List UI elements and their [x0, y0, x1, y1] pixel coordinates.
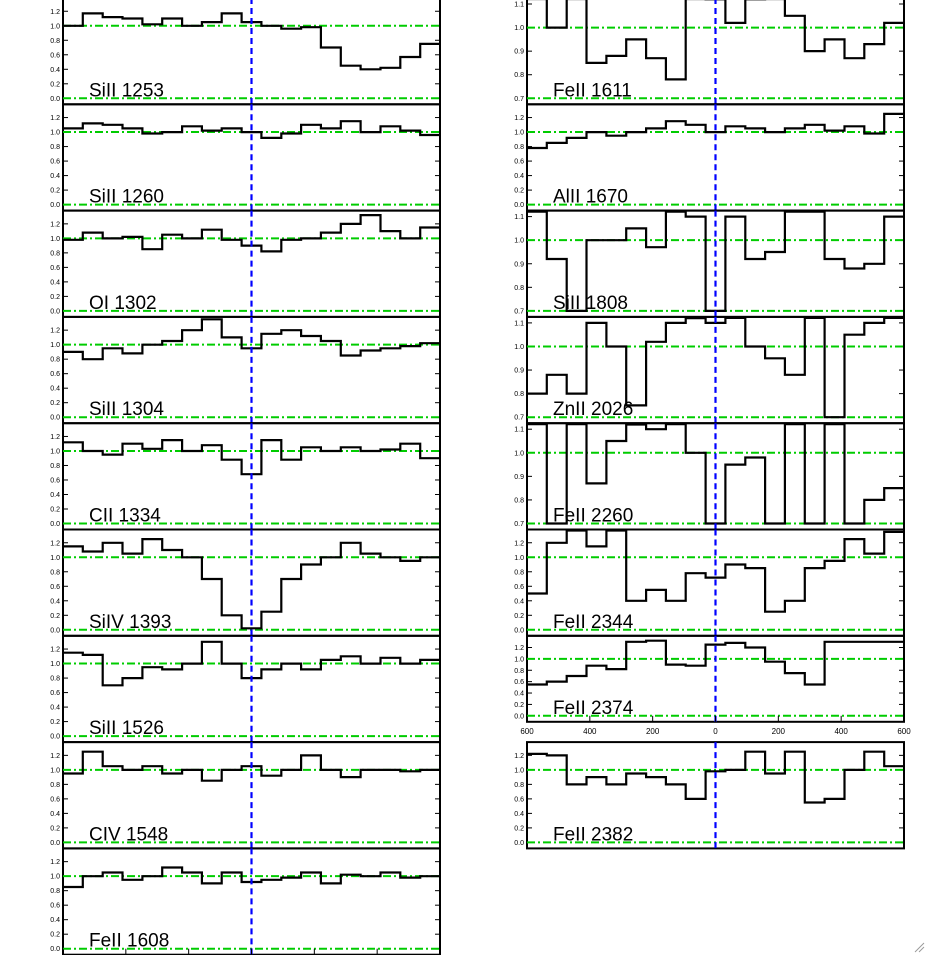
y-tick-label: 0.2: [514, 825, 524, 833]
y-tick-label: 0.0: [50, 839, 60, 847]
y-tick-label: 0.7: [514, 414, 524, 422]
x-tick-label: 400: [834, 726, 848, 736]
y-tick-label: 0.8: [50, 37, 60, 45]
y-tick-label: 1.2: [514, 644, 524, 652]
y-tick-label: 0.6: [50, 477, 60, 485]
y-tick-label: 0.0: [50, 308, 60, 316]
resize-handle-icon[interactable]: [913, 941, 925, 953]
y-tick-label: 1.2: [50, 646, 60, 654]
y-tick-label: 0.8: [514, 667, 524, 675]
y-tick-label: 0.2: [50, 81, 60, 89]
y-tick-label: 0.9: [514, 261, 524, 269]
y-tick-label: 1.0: [514, 237, 524, 245]
y-tick-label: 0.0: [514, 713, 524, 721]
spectrum-panel-siiv-1393: [50, 530, 440, 636]
ion-label: FeII 1608: [89, 930, 170, 952]
y-tick-label: 0.4: [50, 810, 60, 818]
x-tick-label: 0: [713, 726, 718, 736]
y-tick-label: 1.2: [50, 433, 60, 441]
y-tick-label: 0.4: [50, 598, 60, 606]
y-tick-label: 0.2: [514, 187, 524, 195]
y-tick-label: 0.6: [50, 264, 60, 272]
y-tick-label: 0.2: [50, 931, 60, 939]
ion-label: FeII 1611: [553, 80, 632, 102]
y-tick-label: 1.0: [514, 25, 524, 33]
x-tick-label: 200: [645, 726, 660, 736]
y-tick-label: 0.8: [50, 250, 60, 258]
y-tick-label: 0.2: [514, 701, 524, 709]
y-tick-label: 1.0: [50, 342, 60, 350]
y-tick-label: 0.6: [50, 902, 60, 910]
y-tick-label: 0.8: [514, 781, 524, 789]
y-tick-label: 0.4: [50, 704, 60, 712]
y-tick-label: 0.0: [50, 414, 60, 422]
y-tick-label: 1.0: [50, 873, 60, 881]
y-tick-label: 0.4: [50, 279, 60, 287]
y-tick-label: 0.8: [50, 888, 60, 896]
ion-label: SiII 1304: [89, 399, 164, 421]
y-tick-label: 0.8: [514, 391, 524, 399]
spectrum-panel-feii-2260: [514, 423, 904, 529]
x-tick-label: 400: [583, 726, 597, 736]
y-tick-label: 1.2: [514, 115, 524, 123]
ion-label: FeII 2344: [553, 611, 634, 633]
y-tick-label: 0.2: [50, 293, 60, 301]
y-tick-label: 1.0: [50, 129, 60, 137]
spectrum-panel-siii-1808: [514, 211, 904, 317]
ion-label: FeII 2374: [553, 697, 634, 719]
y-tick-label: 0.6: [50, 796, 60, 804]
y-tick-label: 0.8: [50, 675, 60, 683]
y-tick-label: 1.0: [514, 450, 524, 458]
y-tick-label: 0.0: [50, 627, 60, 635]
ion-label: FeII 2260: [553, 505, 634, 527]
y-tick-label: 0.2: [50, 612, 60, 620]
y-tick-label: 0.8: [514, 284, 524, 292]
y-tick-label: 0.6: [50, 158, 60, 166]
y-tick-label: 1.0: [50, 554, 60, 562]
ion-label: ZnII 2026: [553, 399, 634, 421]
ion-label: SiIV 1393: [89, 611, 172, 633]
y-tick-label: 0.4: [50, 66, 60, 74]
y-tick-label: 0.8: [514, 497, 524, 505]
y-tick-label: 0.0: [50, 95, 60, 103]
y-tick-label: 0.6: [514, 796, 524, 804]
y-tick-label: 0.0: [514, 202, 524, 210]
y-tick-label: 1.0: [50, 235, 60, 243]
y-tick-label: 0.4: [514, 598, 524, 606]
ion-label: OI 1302: [89, 292, 157, 314]
y-tick-label: 0.2: [50, 187, 60, 195]
y-tick-label: 0.6: [514, 679, 524, 687]
ion-label: FeII 2382: [553, 824, 634, 846]
y-tick-label: 1.2: [514, 752, 524, 760]
y-tick-label: 1.0: [514, 343, 524, 351]
y-tick-label: 0.8: [514, 144, 524, 152]
x-tick-label: 600: [897, 726, 911, 736]
x-tick-label: 600: [520, 726, 534, 736]
y-tick-label: 1.2: [50, 115, 60, 123]
y-tick-label: 0.2: [50, 400, 60, 408]
y-tick-label: 0.8: [514, 569, 524, 577]
y-tick-label: 1.0: [50, 661, 60, 669]
ion-label: AlII 1670: [553, 186, 628, 208]
y-tick-label: 1.2: [50, 8, 60, 16]
y-tick-label: 0.8: [514, 72, 524, 80]
y-tick-label: 0.9: [514, 367, 524, 375]
y-tick-label: 1.2: [514, 540, 524, 548]
y-tick-label: 0.0: [514, 839, 524, 847]
spectrum-panel-siii-1526: [50, 636, 440, 742]
y-tick-label: 0.4: [50, 917, 60, 925]
spectrum-panel-siii-1260: [50, 104, 440, 210]
y-tick-label: 0.4: [50, 491, 60, 499]
y-tick-label: 1.1: [514, 320, 524, 328]
y-tick-label: 0.6: [514, 583, 524, 591]
spectrum-panel-siii-1304: [50, 317, 440, 423]
y-tick-label: 1.2: [50, 221, 60, 229]
y-tick-label: 0.0: [50, 946, 60, 954]
ion-label: CII 1334: [89, 505, 161, 527]
y-tick-label: 1.2: [50, 752, 60, 760]
y-tick-label: 0.4: [50, 173, 60, 181]
y-tick-label: 0.6: [50, 583, 60, 591]
y-tick-label: 1.1: [514, 426, 524, 434]
ion-label: SiII 1526: [89, 718, 164, 740]
y-tick-label: 0.7: [514, 521, 524, 528]
y-tick-label: 0.4: [514, 810, 524, 818]
spectrum-panel-feii-2344: [514, 530, 904, 636]
spectrum-panel-znii-2026: [514, 317, 904, 423]
x-tick-label: 200: [771, 726, 786, 736]
y-tick-label: 0.0: [50, 202, 60, 210]
ion-label: SiII 1253: [89, 80, 164, 102]
y-tick-label: 1.0: [514, 767, 524, 775]
spectrum-panel-alii-1670: [514, 104, 904, 210]
y-tick-label: 0.4: [50, 385, 60, 393]
y-tick-label: 0.6: [50, 371, 60, 379]
y-tick-label: 0.6: [50, 690, 60, 698]
y-tick-label: 1.0: [50, 448, 60, 456]
y-tick-label: 0.7: [514, 95, 524, 103]
y-tick-label: 0.6: [50, 52, 60, 60]
spectrum-panel-cii-1334: [50, 423, 440, 529]
y-tick-label: 1.2: [50, 327, 60, 335]
y-tick-label: 0.9: [514, 48, 524, 56]
y-tick-label: 0.2: [514, 612, 524, 620]
y-tick-label: 1.1: [514, 1, 524, 9]
y-tick-label: 1.0: [514, 656, 524, 664]
y-tick-label: 0.7: [514, 308, 524, 316]
y-tick-label: 1.2: [50, 540, 60, 548]
spectrum-panel-feii-2382: [514, 742, 904, 848]
y-tick-label: 0.0: [50, 521, 60, 528]
y-tick-label: 0.8: [50, 356, 60, 364]
y-tick-label: 0.0: [50, 733, 60, 741]
y-tick-label: 0.2: [50, 719, 60, 727]
y-tick-label: 0.8: [50, 569, 60, 577]
y-tick-label: 0.2: [50, 506, 60, 514]
spectrum-panel-civ-1548: [50, 742, 440, 848]
spectrum-panel-feii-1608: [50, 848, 440, 954]
y-tick-label: 1.0: [50, 767, 60, 775]
y-tick-label: 0.8: [50, 462, 60, 470]
y-tick-label: 1.1: [514, 214, 524, 222]
y-tick-label: 0.9: [514, 473, 524, 481]
spectrum-panel-siii-1253: [50, 0, 440, 104]
y-tick-label: 0.4: [514, 690, 524, 698]
y-tick-label: 1.0: [514, 554, 524, 562]
ion-label: CIV 1548: [89, 824, 169, 846]
y-tick-label: 0.4: [514, 173, 524, 181]
y-tick-label: 0.8: [50, 781, 60, 789]
y-tick-label: 1.0: [50, 23, 60, 31]
y-tick-label: 1.0: [514, 129, 524, 137]
ion-label: SiII 1808: [553, 292, 628, 314]
ion-label: SiII 1260: [89, 186, 164, 208]
y-tick-label: 0.0: [514, 627, 524, 635]
y-tick-label: 0.2: [50, 825, 60, 833]
y-tick-label: 0.6: [514, 158, 524, 166]
spectrum-panel-oi-1302: [50, 211, 440, 317]
spectrum-panel-feii-2374: [514, 636, 904, 722]
y-tick-label: 1.2: [50, 859, 60, 867]
spectrum-panel-feii-1611: [514, 0, 904, 104]
y-tick-label: 0.8: [50, 144, 60, 152]
